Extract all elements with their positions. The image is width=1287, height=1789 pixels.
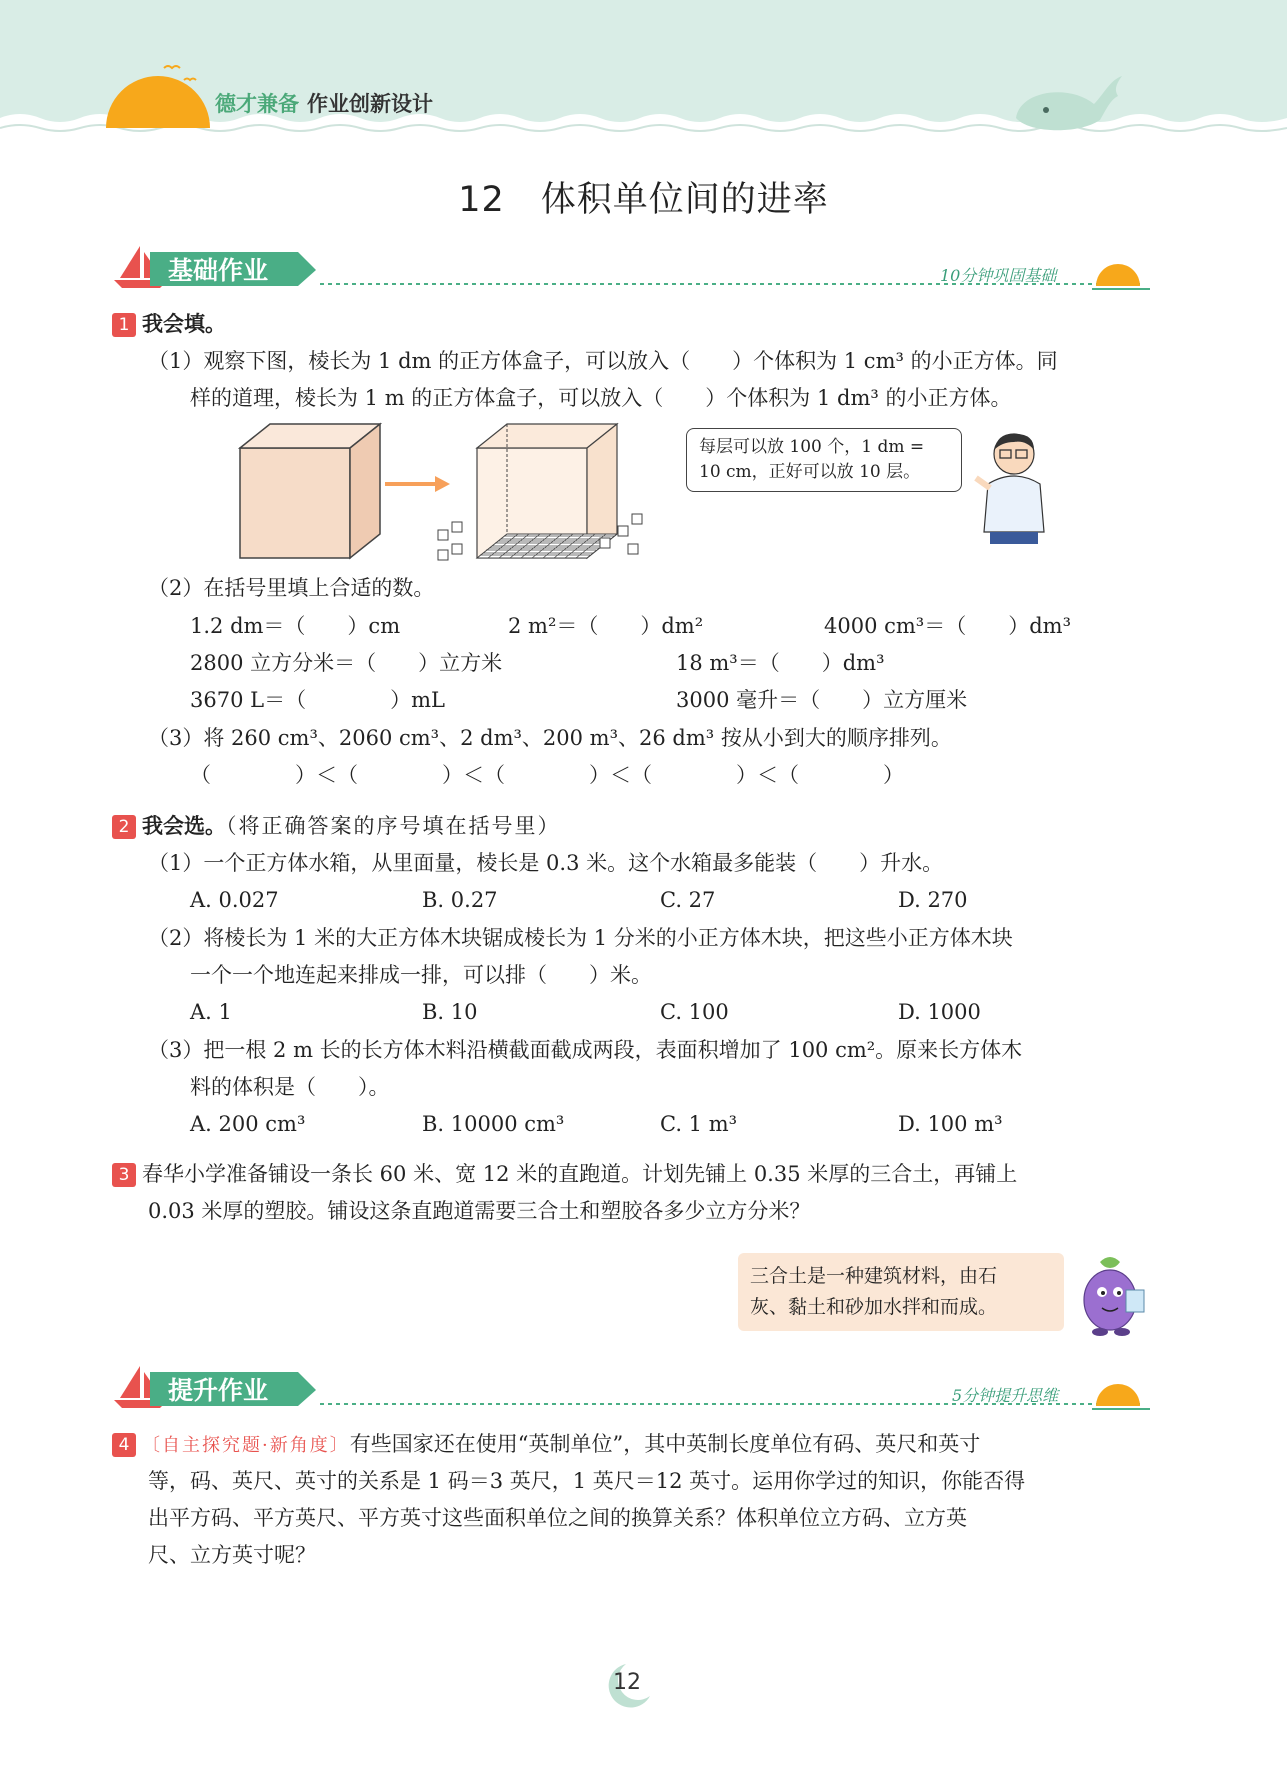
q1-p2-item: 4000 cm³＝（ ）dm³ [824, 614, 1071, 638]
q2-s1-option: B. 0.27 [422, 888, 498, 912]
q1-number: 1 [112, 313, 136, 337]
note-line2: 灰、黏土和砂加水拌和而成。 [750, 1296, 998, 1318]
q2-s1-option: D. 270 [898, 888, 968, 912]
q2-number: 2 [112, 815, 136, 839]
section-basic-subtitle: 10分钟巩固基础 [940, 266, 1057, 285]
q3-number: 3 [112, 1163, 136, 1187]
q3-line1 [112, 1156, 1017, 1192]
teacher-figure [966, 428, 1066, 548]
page-title: 12 体积单位间的进率 [458, 180, 829, 220]
whale-icon [1010, 70, 1130, 135]
q3-info-note [738, 1253, 1064, 1331]
q3-text-line1: 春华小学准备铺设一条长 60 米、宽 12 米的直跑道。计划先铺上 0.35 米厚的三合土，再铺上 [142, 1162, 1018, 1186]
q2-s3-line2: 料的体积是（ ）。 [190, 1075, 390, 1099]
q2-s1-option: A. 0.027 [190, 888, 279, 912]
q4-line1 [112, 1426, 980, 1464]
q2-title: 我会选。 [142, 814, 226, 838]
section-basic-label: 基础作业 [168, 256, 269, 285]
q2-header [112, 808, 561, 844]
q4-line3: 出平方码、平方英尺、平方英寸这些面积单位之间的换算关系？体积单位立方码、立方英 [148, 1506, 967, 1530]
q3-line2: 0.03 米厚的塑胶。铺设这条直跑道需要三合土和塑胶各多少立方分米？ [148, 1199, 811, 1223]
q2-s1-option: C. 27 [660, 888, 716, 912]
small-sun-icon [1092, 1376, 1152, 1416]
q2-s2-line1: （2）将棱长为 1 米的大正方体木块锯成棱长为 1 分米的小正方体木块，把这些小正方体木块 [148, 926, 1013, 950]
section-advanced-label: 提升作业 [168, 1376, 269, 1405]
q2-s1: （1）一个正方体水箱，从里面量，棱长是 0.3 米。这个水箱最多能装（ ）升水。 [148, 851, 944, 875]
q1-p1-line2: 样的道理，棱长为 1 m 的正方体盒子，可以放入（ ）个体积为 1 dm³ 的小正方体。 [190, 386, 1012, 410]
q1-p2-item: 2 m²＝（ ）dm² [508, 614, 704, 638]
q4-line4: 尺、立方英寸呢？ [148, 1543, 316, 1567]
q2-s2-line2: 一个一个地连起来排成一排，可以排（ ）米。 [190, 963, 652, 987]
q2-title-note: （将正确答案的序号填在括号里） [226, 814, 561, 838]
q4-tag: 〔自主探究题·新角度〕 [142, 1435, 350, 1456]
q4-line2: 等，码、英尺、英寸的关系是 1 码＝3 英尺，1 英尺＝12 英寸。运用你学过的知识，你能否得 [148, 1469, 1026, 1493]
header-title [215, 88, 433, 118]
q1-p2-head: （2）在括号里填上合适的数。 [148, 576, 435, 600]
q1-p3-line2: （ ）＜（ ）＜（ ）＜（ ）＜（ ） [190, 763, 904, 787]
q2-s3-option: A. 200 cm³ [190, 1112, 306, 1136]
q2-s3-line1: （3）把一根 2 m 长的长方体木料沿横截面截成两段，表面积增加了 100 cm²。原来长方体木 [148, 1038, 1023, 1062]
header-brand: 德才兼备 [215, 92, 299, 116]
q1-p2-item: 3000 毫升＝（ ）立方厘米 [676, 688, 968, 712]
q2-s2-option: D. 1000 [898, 1000, 981, 1024]
note-line1: 三合土是一种建筑材料，由石 [750, 1265, 998, 1287]
section-advanced-subtitle: 5分钟提升思维 [952, 1386, 1059, 1405]
q1-p2-item: 3670 L＝（ ）mL [190, 688, 445, 712]
bubble-line2: 10 cm，正好可以放 10 层。 [699, 462, 921, 482]
q1-p1-line1: （1）观察下图，棱长为 1 dm 的正方体盒子，可以放入（ ）个体积为 1 cm³ 的小正方体。同 [148, 349, 1058, 373]
header-series: 作业创新设计 [307, 92, 433, 116]
q1-p2-item: 1.2 dm＝（ ）cm [190, 614, 401, 638]
q1-p2-item: 18 m³＝（ ）dm³ [676, 651, 885, 675]
q2-s2-option: A. 1 [190, 1000, 232, 1024]
q4-text-line1: 有些国家还在使用“英制单位”，其中英制长度单位有码、英尺和英寸 [349, 1432, 981, 1456]
page-number: 12 [613, 1670, 641, 1695]
q2-s3-option: B. 10000 cm³ [422, 1112, 565, 1136]
q4-number: 4 [112, 1433, 136, 1457]
eggplant-mascot-icon [1064, 1250, 1154, 1340]
sun-icon [104, 60, 214, 130]
bubble-line1: 每层可以放 100 个，1 dm = [699, 437, 925, 457]
q2-s2-option: C. 100 [660, 1000, 729, 1024]
teacher-speech-bubble [686, 428, 962, 492]
q1-header [112, 308, 226, 338]
q1-p2-item: 2800 立方分米＝（ ）立方米 [190, 651, 503, 675]
q2-s3-option: C. 1 m³ [660, 1112, 738, 1136]
q2-s2-option: B. 10 [422, 1000, 478, 1024]
q1-p3-line1: （3）将 260 cm³、2060 cm³、2 dm³、200 m³、26 dm³ 按从小到大的顺序排列。 [148, 726, 952, 750]
cube-figure [230, 418, 650, 563]
q2-s3-option: D. 100 m³ [898, 1112, 1003, 1136]
small-sun-icon [1092, 256, 1152, 296]
q1-title: 我会填。 [142, 312, 226, 336]
